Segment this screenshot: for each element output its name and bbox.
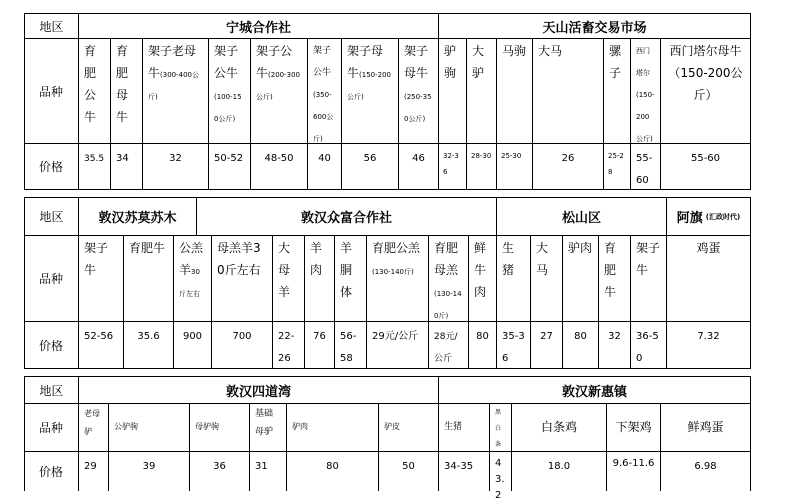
variety-cell: 架子母牛(150-200公斤) (341, 38, 398, 143)
price-cell: 40 (307, 143, 341, 189)
variety-cell: 生猪 (496, 235, 530, 321)
variety-cell: 驴肉 (286, 403, 378, 451)
price-cell: 34-35 (438, 451, 489, 491)
price-cell: 56-58 (334, 321, 366, 368)
price-cell: 32 (142, 143, 208, 189)
price-cell: 36 (189, 451, 249, 491)
price-cell: 55-60 (660, 143, 751, 189)
price-cell: 35-36 (496, 321, 530, 368)
price-cell: 28-30 (466, 143, 496, 189)
variety-cell: 架子公牛(350-600公斤) (307, 38, 341, 143)
variety-cell: 马驹 (496, 38, 532, 143)
price-label: 价格 (24, 143, 78, 189)
variety-cell: 黑白条 (489, 403, 511, 451)
price-cell: 700 (211, 321, 272, 368)
variety-cell: 下架鸡 (606, 403, 660, 451)
price-cell: 52-56 (78, 321, 123, 368)
region-songshan: 松山区 (496, 197, 666, 235)
variety-cell: 骡子 (603, 38, 630, 143)
variety-cell: 驴皮 (378, 403, 438, 451)
variety-cell: 羊肉 (304, 235, 334, 321)
variety-cell: 羊胴体 (334, 235, 366, 321)
price-cell: 28元/公斤 (428, 321, 468, 368)
variety-cell: 鸡蛋 (666, 235, 751, 321)
variety-cell: 架子公牛(200-300公斤) (250, 38, 307, 143)
variety-cell: 架子牛 (78, 235, 123, 321)
variety-label: 品种 (24, 403, 78, 451)
price-cell: 35.5 (78, 143, 110, 189)
variety-cell: 育肥牛 (123, 235, 173, 321)
price-cell: 80 (468, 321, 496, 368)
price-cell: 43.2 (489, 451, 511, 491)
variety-cell: 西门塔尔母牛（150-200公斤） (660, 38, 751, 143)
region-label: 地区 (24, 197, 78, 235)
variety-cell: 母羔羊30斤左右 (211, 235, 272, 321)
price-cell: 900 (173, 321, 211, 368)
variety-cell: 生猪 (438, 403, 489, 451)
price-cell: 55-60 (630, 143, 660, 189)
price-cell: 25-30 (496, 143, 532, 189)
price-cell: 39 (108, 451, 189, 491)
section-2-table (24, 197, 751, 368)
variety-cell: 公羔羊30斤左右 (173, 235, 211, 321)
price-cell: 32-36 (438, 143, 466, 189)
price-cell: 80 (562, 321, 598, 368)
variety-cell: 公驴驹 (108, 403, 189, 451)
variety-cell: 鲜牛肉 (468, 235, 496, 321)
price-cell: 34 (110, 143, 142, 189)
region-aohan-xinhui: 敦汉新惠镇 (438, 376, 751, 403)
price-cell: 48-50 (250, 143, 307, 189)
variety-cell: 架子母牛(250-350公斤) (398, 38, 438, 143)
price-cell: 22-26 (272, 321, 304, 368)
price-cell: 32 (598, 321, 630, 368)
section-3-table (24, 376, 751, 501)
price-cell: 27 (530, 321, 562, 368)
variety-cell: 大驴 (466, 38, 496, 143)
region-label: 地区 (24, 13, 78, 38)
variety-cell: 白条鸡 (511, 403, 606, 451)
variety-cell: 育肥牛 (598, 235, 630, 321)
price-cell: 46 (398, 143, 438, 189)
region-label: 地区 (24, 376, 78, 403)
price-cell: 50 (378, 451, 438, 491)
variety-label: 品种 (24, 38, 78, 143)
variety-cell: 育肥母羔(130-140斤) (428, 235, 468, 321)
price-label: 价格 (24, 321, 78, 368)
variety-cell: 育肥公羔(130-140斤) (366, 235, 428, 321)
price-cell: 29元/公斤 (366, 321, 428, 368)
region-aqi: 阿旗 (汇政时代) (666, 197, 751, 235)
price-cell: 76 (304, 321, 334, 368)
variety-cell: 架子公牛(100-150公斤) (208, 38, 250, 143)
price-cell: 50-52 (208, 143, 250, 189)
price-cell: 25-28 (603, 143, 630, 189)
variety-cell: 大母羊 (272, 235, 304, 321)
price-cell: 6.98 (660, 451, 751, 491)
variety-cell: 母驴驹 (189, 403, 249, 451)
variety-cell: 驴肉 (562, 235, 598, 321)
price-cell: 56 (341, 143, 398, 189)
variety-cell: 西门塔尔(150-200公斤) (630, 38, 660, 143)
region-tianshan: 天山活畜交易市场 (438, 13, 751, 38)
price-cell: 31 (249, 451, 286, 491)
price-cell: 26 (532, 143, 603, 189)
variety-cell: 驴驹 (438, 38, 466, 143)
price-cell: 35.6 (123, 321, 173, 368)
variety-cell: 大马 (532, 38, 603, 143)
variety-cell: 架子老母牛(300-400公斤) (142, 38, 208, 143)
variety-cell: 基础母驴 (249, 403, 286, 451)
region-aohan-sumu: 敦汉苏莫苏木 (78, 197, 196, 235)
variety-label: 品种 (24, 235, 78, 321)
price-cell: 7.32 (666, 321, 751, 368)
region-aohan-sidaowan: 敦汉四道湾 (78, 376, 438, 403)
variety-cell: 育肥公牛 (78, 38, 110, 143)
variety-cell: 架子牛 (630, 235, 666, 321)
region-aohan-zhongfu: 敦汉众富合作社 (196, 197, 496, 235)
price-label: 价格 (24, 451, 78, 491)
variety-cell: 大马 (530, 235, 562, 321)
price-cell: 80 (286, 451, 378, 491)
price-cell: 9.6-11.6 (606, 451, 660, 491)
region-ningcheng: 宁城合作社 (78, 13, 438, 38)
variety-cell: 育肥母牛 (110, 38, 142, 143)
variety-cell: 鲜鸡蛋 (660, 403, 751, 451)
section-1-table (24, 13, 751, 189)
price-cell: 29 (78, 451, 108, 491)
variety-cell: 老母驴 (78, 403, 108, 451)
price-cell: 18.0 (511, 451, 606, 491)
price-cell: 36-50 (630, 321, 666, 368)
